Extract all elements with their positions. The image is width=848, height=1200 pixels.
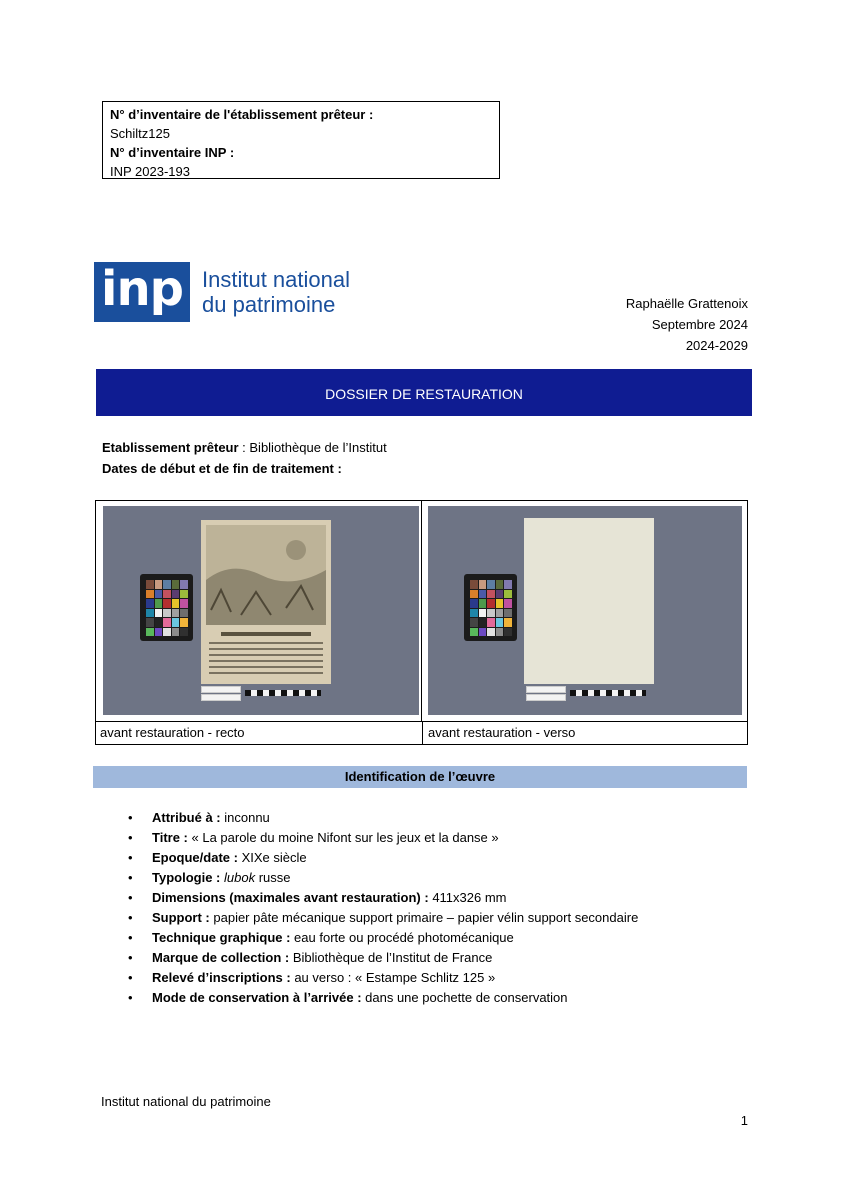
list-item	[128, 888, 768, 908]
list-item	[128, 968, 768, 988]
photo-recto	[103, 506, 419, 715]
list-item	[128, 928, 768, 948]
detail-label: Attribué à :	[152, 810, 221, 825]
document-title-banner: DOSSIER DE RESTAURATION	[96, 369, 752, 416]
detail-value: Bibliothèque de l’Institut de France	[289, 950, 493, 965]
inp-inventory-value: INP 2023-193	[110, 164, 190, 179]
label-strip	[201, 686, 241, 693]
bullet-icon: •	[128, 870, 133, 885]
bullet-icon: •	[128, 810, 133, 825]
list-item	[128, 848, 768, 868]
logo-line-2: du patrimoine	[202, 292, 336, 317]
list-item	[128, 828, 768, 848]
detail-label: Marque de collection :	[152, 950, 290, 965]
detail-value: russe	[255, 870, 291, 885]
identification-list	[128, 808, 768, 1008]
bullet-icon: •	[128, 890, 133, 905]
bullet-icon: •	[128, 850, 133, 865]
bullet-icon: •	[128, 910, 133, 925]
detail-label: Mode de conservation à l’arrivée :	[152, 990, 362, 1005]
scale-ruler	[570, 690, 646, 696]
caption-divider	[422, 722, 423, 745]
scale-ruler	[245, 690, 321, 696]
detail-value: 411x326 mm	[428, 890, 507, 905]
inventory-box	[102, 101, 500, 179]
label-strip	[201, 694, 241, 701]
bullet-icon: •	[128, 930, 133, 945]
caption-recto: avant restauration - recto	[100, 725, 245, 740]
detail-value-italic: lubok	[224, 870, 256, 885]
photo-cell-verso	[422, 501, 747, 721]
detail-label: Relevé d’inscriptions :	[152, 970, 291, 985]
lender-inventory-label: N° d’inventaire de l'établissement prêteur :	[110, 107, 374, 122]
detail-label: Epoque/date :	[152, 850, 238, 865]
detail-label: Support :	[152, 910, 210, 925]
page-number: 1	[740, 1113, 748, 1128]
bullet-icon: •	[128, 950, 133, 965]
logo-line-1: Institut national	[202, 267, 350, 292]
photo-verso	[428, 506, 742, 715]
author-name: Raphaëlle Grattenoix	[625, 296, 748, 311]
detail-value: papier pâte mécanique support primaire – papier vélin support secondaire	[209, 910, 639, 925]
inp-logo-text	[202, 267, 402, 317]
detail-label: Dimensions (maximales avant restauration) :	[152, 890, 429, 905]
print-recto	[201, 520, 331, 684]
print-verso	[524, 518, 654, 684]
section-identification: Identification de l’œuvre	[93, 766, 747, 788]
detail-value: « La parole du moine Nifont sur les jeux et la danse »	[187, 830, 499, 845]
page-footer: Institut national du patrimoine	[101, 1094, 271, 1109]
list-item	[128, 808, 768, 828]
color-checker	[140, 574, 193, 641]
photo-cell-recto	[96, 501, 422, 721]
detail-value: eau forte ou procédé photomécanique	[290, 930, 514, 945]
print-illustration	[201, 520, 331, 684]
detail-label: Typologie :	[152, 870, 221, 885]
list-item	[128, 948, 768, 968]
bullet-icon: •	[128, 990, 133, 1005]
detail-value: XIXe siècle	[237, 850, 307, 865]
color-checker	[464, 574, 517, 641]
bullet-icon: •	[128, 970, 133, 985]
author-promo: 2024-2029	[685, 338, 748, 353]
detail-value: inconnu	[220, 810, 270, 825]
label-strip	[526, 686, 566, 693]
bullet-icon: •	[128, 830, 133, 845]
list-item	[128, 988, 768, 1008]
lender-label: Etablissement prêteur	[102, 440, 239, 455]
author-date: Septembre 2024	[651, 317, 748, 332]
lender-info	[102, 437, 387, 479]
caption-verso: avant restauration - verso	[428, 725, 576, 740]
detail-value: au verso : « Estampe Schlitz 125 »	[290, 970, 496, 985]
lender-inventory-value: Schiltz125	[110, 126, 170, 141]
author-block	[626, 293, 748, 356]
treatment-dates-label: Dates de début et de fin de traitement :	[102, 461, 342, 476]
list-item	[128, 908, 768, 928]
inp-inventory-label: N° d’inventaire INP :	[110, 145, 235, 160]
inp-logo-mark: inp	[94, 262, 190, 322]
label-strip	[526, 694, 566, 701]
photo-table	[95, 500, 748, 745]
caption-row	[96, 721, 747, 745]
detail-label: Technique graphique :	[152, 930, 291, 945]
detail-value: dans une pochette de conservation	[361, 990, 568, 1005]
list-item	[128, 868, 768, 888]
detail-label: Titre :	[152, 830, 188, 845]
lender-value: : Bibliothèque de l’Institut	[238, 440, 387, 455]
